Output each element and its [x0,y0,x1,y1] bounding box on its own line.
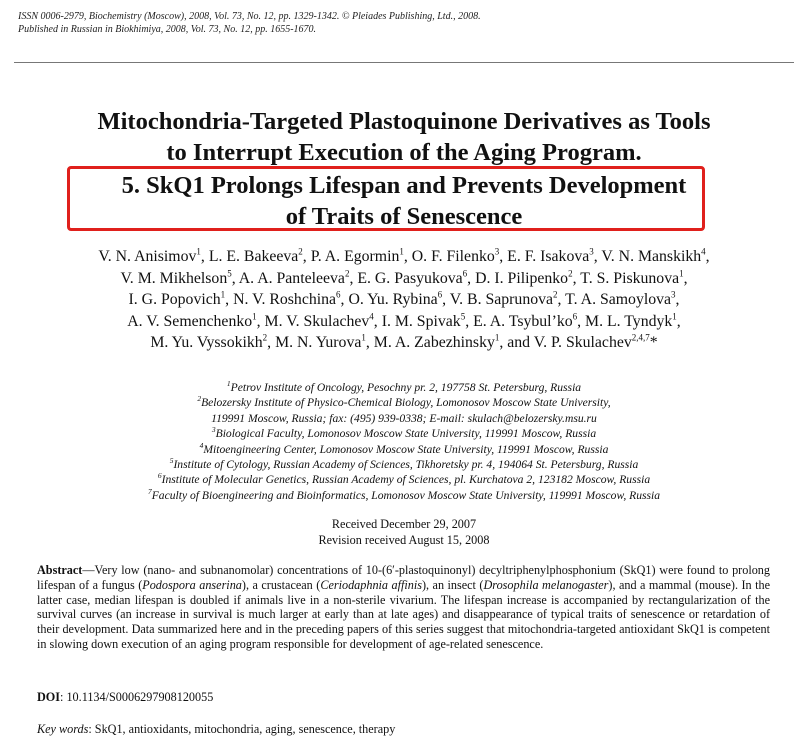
species-name: Drosophila melanogaster [483,577,609,592]
author-separator: , [465,312,474,330]
abstract-text: —Very low (nano- and subnanomolar) concentrations of 10-(6′-plastoquinonyl) decyltriphenylphosphonium (SkQ1) were found to prolong lifespan of a fungus ( [37,563,770,592]
paper-subtitle-line-1: 5. SkQ1 Prolongs Lifespan and Prevents Development [121,172,687,199]
affiliation-number: 4 [199,440,204,450]
author-separator: , [467,269,476,287]
author-separator: , [365,334,374,352]
author-name: T. S. Piskunova [580,269,680,287]
author-name: V. N. Anisimov [98,248,197,265]
author-affiliation-mark: 3 [671,289,676,300]
author-affiliation-mark: 1 [679,268,684,279]
author-name: V. N. Manskikh [601,248,702,265]
author-separator: , [577,312,586,330]
author-separator: , [231,269,239,287]
revision-date: Revision received August 15, 2008 [318,533,490,547]
author-affiliation-mark: 5 [227,268,232,279]
affiliation-text: Belozersky Institute of Physico-Chemical Biology, Lomonosov Moscow State University, [201,396,611,410]
author-affiliation-mark: 6 [462,268,468,279]
author-separator: , [705,248,710,265]
author-line [0,311,808,333]
author-affiliation-mark: 1 [252,311,257,322]
paper-subtitle-line-2: of Traits of Senescence [285,203,523,230]
author-name: D. I. Pilipenko [475,269,569,287]
keywords-value: : SkQ1, antioxidants, mitochondria, aging, senescence, therapy [88,722,396,736]
author-separator: , [373,312,382,330]
affiliation-text: Mitoengineering Center, Lomonosov Moscow State University, 119991 Moscow, Russia [203,442,609,456]
abstract-text: ), a crustacean ( [241,577,321,592]
affiliation-number: 2 [197,394,202,404]
abstract-body [37,563,770,651]
author-name: A. A. Panteleeva [238,269,345,287]
affiliation-number: 3 [211,425,216,435]
author-affiliation-mark: 1 [399,246,404,257]
author-affiliation-mark: 5 [460,311,466,322]
journal-header [18,10,718,36]
author-separator: , [256,312,265,330]
author-separator: , [675,291,680,309]
affiliation [0,395,808,410]
affiliation-number: 6 [157,471,162,481]
affiliation-text: Institute of Cytology, Russian Academy of Sciences, Tikhoretsky pr. 4, 194064 St. Petersburg, Russia [173,458,639,472]
abstract-text: ), and a mammal (mouse). In the latter case, median lifespan is doubled if animals live in a non-sterile vivarium. The lifespan increase is accompanied by rectangularization of the survival curves (an increase in survival is much larger at early than at late ages) and disappearance of typical traits of senescence or retardation of their development. Data summarized here and in the preceding papers of this series suggest that mitochondria-targeted antioxidant SkQ1 is competent in slowing down execution of an aging program responsible for development of age-related senescence. [37,577,770,651]
author-name: E. F. Isakova [507,248,590,265]
author-affiliation-mark: 2 [262,333,268,344]
author-separator: , [200,248,209,265]
author-affiliation-mark: 6 [437,289,443,300]
affiliation-text: Faculty of Bioengineering and Bioinformatics, Lomonosov Moscow State University, 119991 Moscow, Russia [151,488,661,502]
author-separator: , [572,269,581,287]
affiliation [0,457,808,472]
author-separator: , [340,291,349,309]
author-separator: , [593,248,602,265]
author-name: T. A. Samoylova [565,291,672,309]
abstract-text: ), an insect ( [421,577,484,592]
author-affiliation-mark: 1 [196,246,201,257]
author-affiliation-mark: 6 [572,311,578,322]
author-line [0,289,808,311]
author-affiliation-mark: 2 [298,246,303,257]
author-line [0,246,808,268]
author-affiliation-mark: 4 [701,246,706,257]
author-affiliation-mark: 2 [553,289,558,300]
author-name: V. P. Skulachev [533,334,632,352]
doi-link[interactable]: : 10.1134/S0006297908120055 [60,690,214,704]
author-name: M. V. Skulachev [264,312,370,330]
affiliation-number: 1 [226,379,231,389]
author-affiliation-mark: 2 [568,268,573,279]
author-separator: , [267,334,276,352]
author-affiliation-mark: 1 [494,333,500,344]
author-name: N. V. Roshchina [233,291,337,309]
author-separator: , [225,291,234,309]
affiliation-text: Biological Faculty, Lomonosov Moscow State University, 119991 Moscow, Russia [215,427,597,441]
abstract-label: Abstract [37,563,83,577]
author-separator: , [499,248,508,265]
author-name: I. G. Popovich [128,291,221,309]
affiliation-number: 5 [169,456,174,466]
abstract [37,563,770,652]
author-name: L. E. Bakeeva [208,248,299,265]
author-affiliation-mark: 1 [672,311,677,322]
author-name: I. M. Spivak [381,312,461,330]
author-name: A. V. Semenchenko [127,312,253,330]
author-separator: , [557,291,566,309]
journal-header-line-2: Published in Russian in Biokhimiya, 2008, Vol. 73, No. 12, pp. 1655-1670. [18,24,317,35]
affiliation [0,426,808,441]
author-name: E. G. Pasyukova [357,269,463,287]
author-separator: , [676,312,681,330]
keywords [37,722,737,737]
affiliation-number: 7 [147,486,152,496]
header-divider [14,62,794,63]
journal-header-line-1: ISSN 0006-2979, Biochemistry (Moscow), 2008, Vol. 73, No. 12, pp. 1329-1342. © Pleiades Publishing, Ltd., 2008. [18,11,481,22]
paper-subtitle [0,170,808,232]
author-affiliation-mark: 2,4,7 [631,333,650,344]
paper-title-line-1: Mitochondria-Targeted Plastoquinone Derivatives as Tools [97,108,711,135]
author-name: E. A. Tsybul’ko [473,312,573,330]
author-name: M. L. Tyndyk [585,312,673,330]
author-list [0,246,808,354]
affiliation-text: 119991 Moscow, Russia; fax: (495) 939-0338; E-mail: skulach@belozersky.msu.ru [211,411,597,425]
author-affiliation-mark: 3 [589,246,594,257]
author-affiliation-mark: 1 [220,289,226,300]
doi [37,690,637,705]
keywords-label: Key words [37,722,89,736]
author-name: O. Yu. Rybina [348,291,438,309]
author-separator: , [302,248,311,265]
received-date: Received December 29, 2007 [331,517,477,531]
author-name: O. F. Filenko [411,248,495,265]
affiliation [0,442,808,457]
author-affiliation-mark: 4 [369,311,374,322]
author-name: V. B. Saprunova [449,291,554,309]
author-name: P. A. Egormin [310,248,400,265]
author-affiliation-mark: 6 [336,289,341,300]
received-dates [0,516,808,548]
paper-title [0,106,808,168]
author-affiliation-mark: 3 [494,246,500,257]
species-name: Ceriodaphnia affinis [320,577,422,592]
species-name: Podospora anserina [142,577,242,592]
author-affiliation-mark: 2 [344,268,350,279]
affiliation [0,380,808,395]
author-line [0,332,808,354]
author-separator: * [649,334,658,352]
author-line [0,268,808,290]
author-separator: , [403,248,412,265]
author-separator: , and [499,334,534,352]
author-name: V. M. Mikhelson [120,269,228,287]
doi-label: DOI [37,690,61,704]
affiliation-text: Petrov Institute of Oncology, Pesochny pr. 2, 197758 St. Petersburg, Russia [230,381,582,394]
paper-title-line-2: to Interrupt Execution of the Aging Program. [166,139,642,166]
author-name: M. Yu. Vyssokikh [150,334,263,352]
author-separator: , [683,269,688,287]
author-separator: , [442,291,450,309]
author-affiliation-mark: 1 [361,333,366,344]
affiliation [0,411,808,426]
affiliation-text: Institute of Molecular Genetics, Russian Academy of Sciences, pl. Kurchatova 2, 123182 Moscow, Russia [161,473,651,487]
affiliation [0,472,808,487]
author-name: M. N. Yurova [275,334,362,352]
affiliation-list [0,380,808,503]
author-separator: , [349,269,358,287]
affiliation [0,488,808,503]
author-name: M. A. Zabezhinsky [373,334,495,352]
